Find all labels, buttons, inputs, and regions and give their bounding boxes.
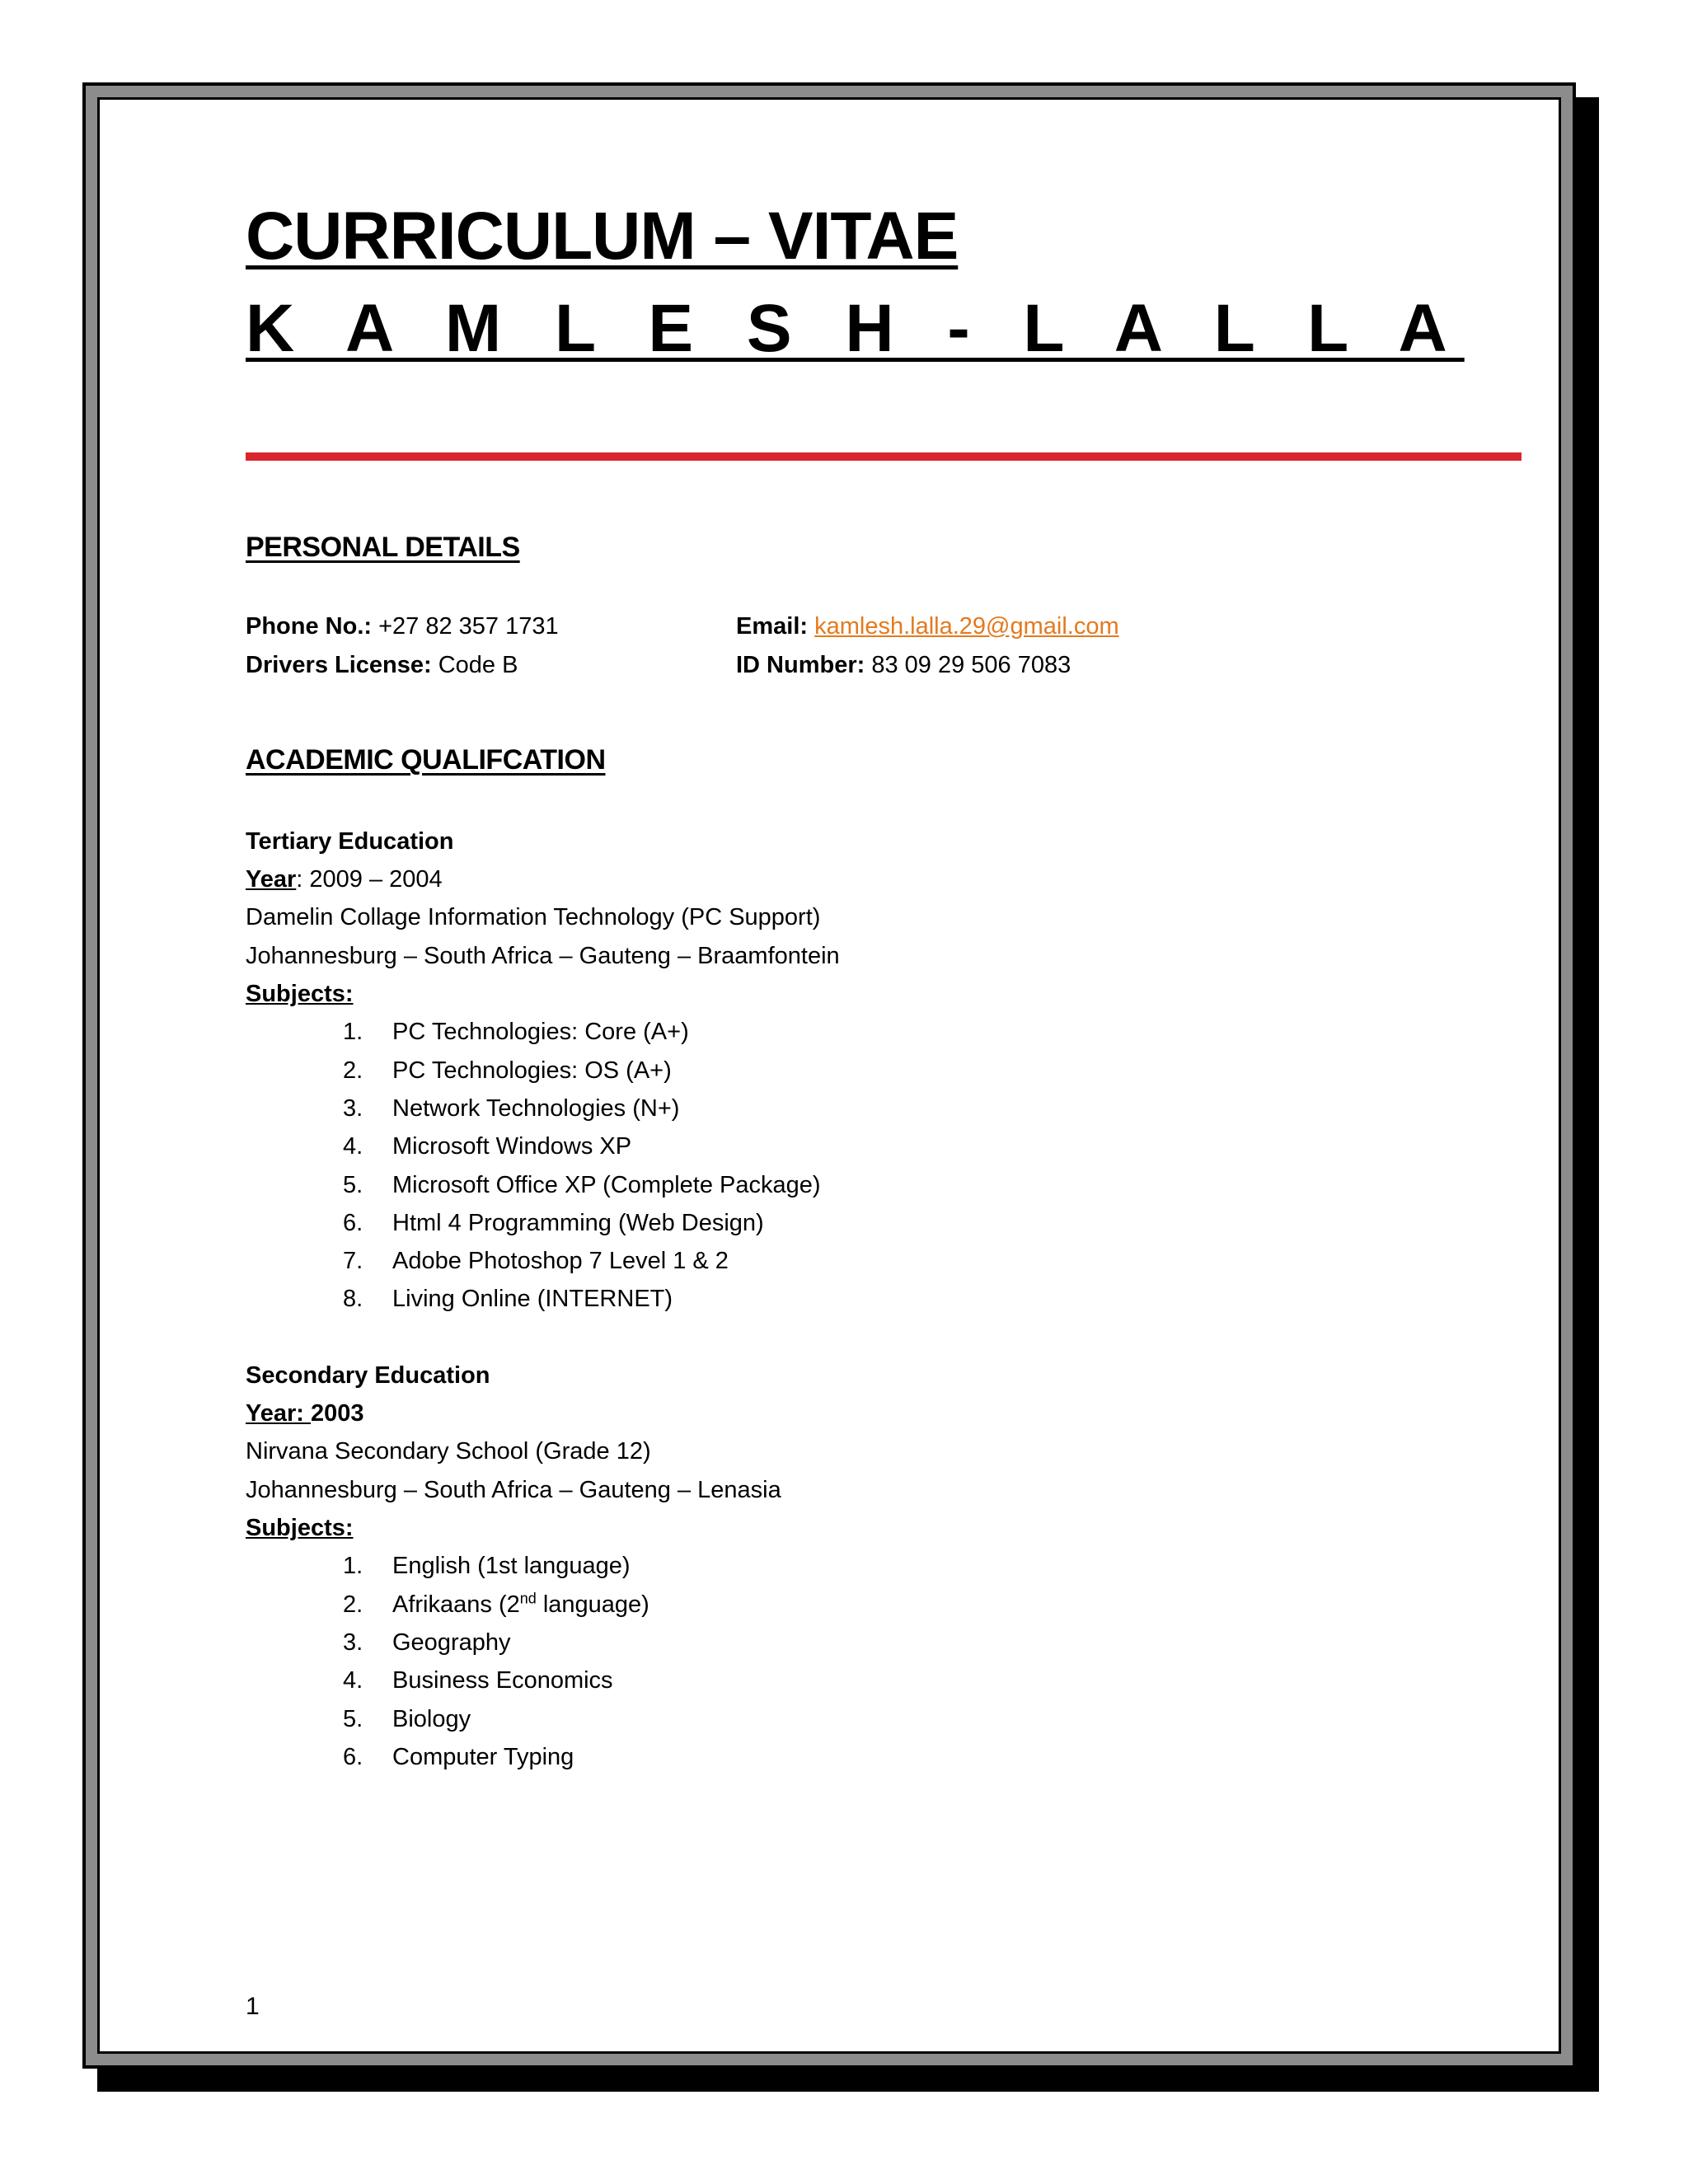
- list-text: Biology: [392, 1706, 471, 1732]
- list-text: Computer Typing: [392, 1744, 574, 1770]
- tertiary-subjects-label: Subjects:: [246, 981, 354, 1007]
- list-number: 3.: [343, 1095, 363, 1122]
- list-number: 4.: [343, 1667, 363, 1694]
- list-text: Microsoft Windows XP: [392, 1133, 632, 1160]
- id-value: 83 09 29 506 7083: [871, 652, 1071, 678]
- phone-value: +27 82 357 1731: [378, 613, 559, 640]
- list-text: Microsoft Office XP (Complete Package): [392, 1172, 821, 1198]
- secondary-year-value: 2003: [311, 1400, 364, 1427]
- email-row: [736, 613, 1119, 640]
- list-text: English (1st language): [392, 1553, 631, 1579]
- tertiary-year-label: Year: [246, 866, 297, 893]
- list-number: 4.: [343, 1133, 363, 1160]
- secondary-year: [246, 1400, 364, 1427]
- list-number: 3.: [343, 1629, 363, 1656]
- tertiary-heading: Tertiary Education: [246, 828, 454, 855]
- document-content: [246, 0, 1531, 2184]
- afrikaans-rest: language): [536, 1591, 649, 1618]
- list-number: 5.: [343, 1706, 363, 1732]
- document-title: CURRICULUM – VITAE: [246, 199, 959, 274]
- list-number: 1.: [343, 1553, 363, 1579]
- tertiary-institution: Damelin Collage Information Technology (PC Support): [246, 904, 821, 930]
- list-number: 2.: [343, 1057, 363, 1084]
- list-number: 8.: [343, 1286, 363, 1312]
- candidate-name: K A M L E S H - L A L L A: [246, 291, 1465, 366]
- list-text: Geography: [392, 1629, 511, 1656]
- page-number: 1: [246, 1993, 260, 2020]
- academic-heading: ACADEMIC QUALIFCATION: [246, 744, 606, 776]
- list-text: Html 4 Programming (Web Design): [392, 1210, 764, 1236]
- secondary-institution: Nirvana Secondary School (Grade 12): [246, 1438, 651, 1465]
- list-text: Living Online (INTERNET): [392, 1286, 673, 1312]
- list-number: 6.: [343, 1210, 363, 1236]
- list-text: [392, 1591, 649, 1619]
- superscript-nd: nd: [519, 1590, 537, 1607]
- email-label: Email:: [736, 613, 809, 640]
- red-divider: [246, 452, 1522, 461]
- afrikaans-text: Afrikaans (2: [392, 1591, 520, 1618]
- phone-label: Phone No.:: [246, 613, 373, 640]
- email-link[interactable]: kamlesh.lalla.29@gmail.com: [814, 613, 1119, 640]
- secondary-subjects-label: Subjects:: [246, 1515, 354, 1541]
- license-value: Code B: [438, 652, 518, 678]
- license-label: Drivers License:: [246, 652, 432, 678]
- list-text: Network Technologies (N+): [392, 1095, 680, 1122]
- tertiary-location: Johannesburg – South Africa – Gauteng – Braamfontein: [246, 943, 840, 969]
- personal-details-heading: PERSONAL DETAILS: [246, 532, 520, 563]
- list-text: PC Technologies: Core (A+): [392, 1019, 689, 1045]
- tertiary-year: [246, 866, 443, 893]
- list-number: 2.: [343, 1591, 363, 1618]
- license-row: [246, 652, 518, 679]
- secondary-year-label: Year:: [246, 1400, 311, 1427]
- id-label: ID Number:: [736, 652, 865, 678]
- phone-row: [246, 613, 559, 640]
- list-text: PC Technologies: OS (A+): [392, 1057, 672, 1084]
- secondary-location: Johannesburg – South Africa – Gauteng – Lenasia: [246, 1477, 781, 1503]
- secondary-heading: Secondary Education: [246, 1362, 490, 1389]
- id-row: [736, 652, 1071, 679]
- list-number: 6.: [343, 1744, 363, 1770]
- list-text: Adobe Photoshop 7 Level 1 & 2: [392, 1248, 729, 1274]
- list-number: 1.: [343, 1019, 363, 1045]
- tertiary-year-value: : 2009 – 2004: [296, 866, 443, 893]
- list-text: Business Economics: [392, 1667, 613, 1694]
- list-number: 5.: [343, 1172, 363, 1198]
- list-number: 7.: [343, 1248, 363, 1274]
